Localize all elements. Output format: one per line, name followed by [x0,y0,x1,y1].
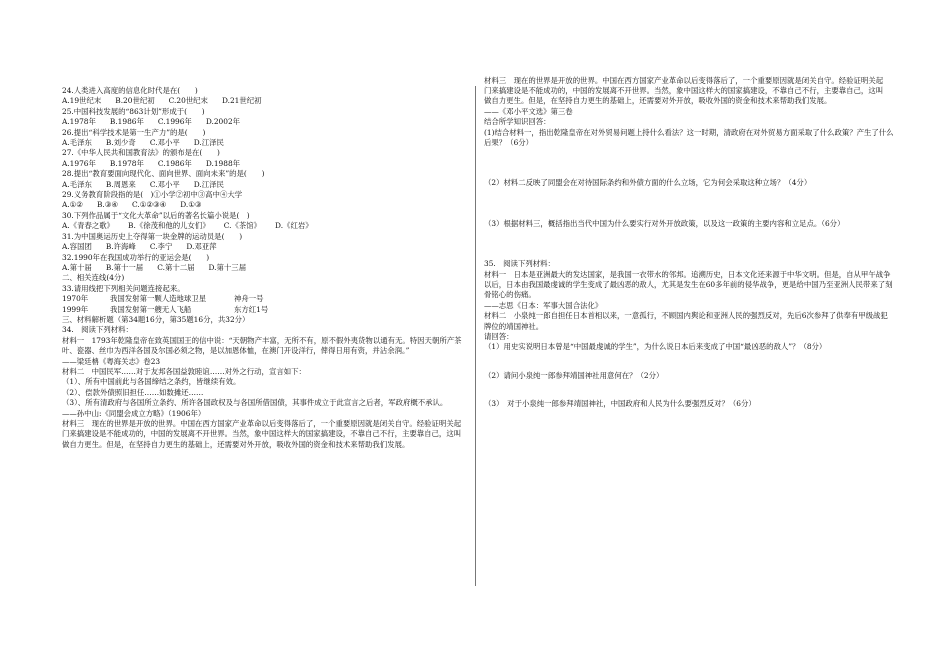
question-25-options [62,117,467,127]
question-34-material-2-item: （2）、偿款外债照旧担任……如数摊还…… [62,387,204,397]
option-a: A.毛泽东 [62,138,92,148]
question-35-intro: 35. 阅读下列材料： [484,259,555,269]
question-34-material-1-source: ——梁廷柟《粤海关志》卷23 [62,356,161,366]
option-a: A.第十届 [62,262,92,272]
option-c: C.1986年 [157,158,192,168]
question-32-options [62,263,467,273]
option-d: D.第十三届 [208,262,247,272]
option-b: B.③④ [96,200,118,210]
question-35-subquestion-3: （3） 对于小泉纯一郎参拜靖国神社，中国政府和人民为什么要强烈反对？（6分） [484,399,756,409]
question-35-material-1-source: ——志思《日本：军事大国合法化》 [484,300,603,310]
option-b: B.1986年 [109,117,144,127]
option-c: C.第十二届 [157,262,195,272]
question-34-subquestion-1: (1)结合材料一，指出乾隆皇帝在对外贸易问题上持什么看法？这一时期，清政府在对外贸易方面采取了什么政策？产生了什么后果？（6分） [484,127,894,148]
option-d: D.21世纪初 [221,96,262,106]
question-34-intro: 34. 阅读下列材料： [62,325,133,335]
matching-year: 1970年 [62,294,89,304]
option-b: B.《徐茂和他的儿女们》 [128,221,210,231]
option-d: D.《红岩》 [275,221,313,231]
option-c: C.①②③④ [132,200,167,210]
question-34-material-2-item: （3）、所有清政府与各国所立条约、所许各国政权及与各国所借国债，其事件成立于此宣言之后者，军政府概不承认。 [62,398,448,408]
option-c: C.1996年 [157,117,192,127]
question-35-material-1: 材料一 日本是亚洲最大的发达国家，是我国一衣带水的邻邦。追溯历史，日本文化还来源于中华文明。但是，自从甲午战争以后，日本由我国最虔诚的学生变成了最凶恶的敌人，尤其是发生在60多年前的侵华战争，更是给中国乃至亚洲人民带来了刻骨铭心的伤痛。 [484,269,893,300]
matching-row [62,305,467,315]
question-35-subquestion-2: （2）请问小泉纯一郎参拜靖国神社用意何在？（2分） [484,370,664,380]
option-b: B.许海峰 [105,242,136,252]
option-d: D.2002年 [205,117,241,127]
question-26-options [62,138,467,148]
option-c: C.邓小平 [149,138,180,148]
question-31-options [62,242,467,252]
right-column [484,75,894,410]
option-d: D.①③ [180,200,202,210]
question-29-stem: 29.义务教育阶段指的是( )①小学②初中③高中④大学 [62,190,243,200]
question-30-stem: 30.下列作品属于“文化大革命”以后的著名长篇小说是( ) [62,210,250,220]
matching-name: 东方红1号 [234,304,269,314]
option-b: B.第十一届 [105,262,144,272]
option-d: D.江泽民 [193,179,224,189]
question-35-material-2: 材料二 小泉纯一郎自担任日本首相以来，一意孤行，不顾国内舆论和亚洲人民的强烈反对，先后6次参拜了供奉有甲级战犯牌位的靖国神社。 [484,311,888,331]
option-c: C.邓小平 [149,179,180,189]
section-2-title: 二、相关连线(4分) [62,273,125,283]
option-c: C.《茶馆》 [223,221,262,231]
question-34-material-2: 材料二 中国民军……对于友邦各国益敦睦谊……对外之行动，宣言如下： [62,366,306,376]
question-30-options [62,221,467,231]
option-b: B.20世纪初 [115,96,155,106]
question-27-stem: 27.《中华人民共和国教育法》的颁布是在( ) [62,148,220,158]
option-a: A.1978年 [62,117,96,127]
question-24-options [62,96,467,106]
matching-year: 1999年 [62,304,89,314]
question-27-options [62,159,467,169]
question-28-options [62,180,467,190]
option-a: A.19世纪末 [62,96,102,106]
option-d: D.邓亚萍 [186,242,217,252]
matching-name: 神舟一号 [234,294,264,304]
left-column [62,86,467,449]
question-34-material-3: 材料三 现在的世界是开放的世界。中国在西方国家产业革命以后变得落后了，一个重要原因就是闭关自守。经验证明关起门来搞建设是不能成功的，中国的发展离不开世界。当然，象中国这样大的国家搞建设，不靠自己不行，主要靠自己，这叫做自力更生。但是，在坚持自力更生的基础上，还需要对外开放，吸收外国的资金和技术来帮助我们发展。 [62,419,462,449]
question-34-subquestion-3: （3）根据材料三，概括指出当代中国为什么要实行对外开放政策，以及这一政策的主要内容和立足点。（6分） [484,218,845,228]
option-a: A.《青春之歌》 [62,221,115,231]
option-d: D.江泽民 [193,138,224,148]
question-34-material-2-item: （1）、所有中国前此与各国缔结之条约，皆继续有效。 [62,377,241,387]
question-34-material-3-continued [484,76,894,107]
question-26-stem: 26.提出“科学技术是第一生产力”的是( ) [62,127,206,137]
question-34-material-3-source: ——《邓小平文选》第三卷 [484,106,573,116]
question-32-stem: 32.1990年在我国成功举行的亚运会是( ) [62,252,210,262]
matching-event: 我国发射第一颗人造地球卫星 [110,294,207,304]
question-28-stem: 28.提出“教育要面向现代化、面向世界、面向未来”的是( ) [62,169,265,179]
option-a: A.①② [62,200,83,210]
option-b: B.周恩来 [105,179,136,189]
section-3-title: 三、材料解析题（第34题16分，第35题16分，共32分） [62,314,250,324]
question-31-stem: 31.为中国奥运历史上夺得第一块金牌的运动员是( ) [62,231,243,241]
question-35-subquestion-1: （1）用史实说明日本曾是“中国最虔诚的学生”，为什么说日本后来变成了中国“最凶恶的敌人”？（8分） [484,342,827,352]
question-35-ask: 请回答： [484,332,514,342]
question-29-options [62,200,467,210]
question-34-ask: 结合所学知识回答： [484,117,551,127]
question-34-subquestion-2: （2）材料二反映了同盟会在对待国际条约和外债方面的什么立场，它为何会采取这种立场？（4分） [484,178,812,188]
option-a: A.毛泽东 [62,179,92,189]
material-3-text: 材料三 现在的世界是开放的世界。中国在西方国家产业革命以后变得落后了，一个重要原因就是闭关自守。经验证明关起门来搞建设是不能成功的，中国的发展离不开世界。当然，象中国这样大的国家搞建设，不靠自己不行，主要靠自己，这叫做自力更生。但是，在坚持自力更生的基础上，还需要对外开放，吸收外国的资金和技术来帮助我们发展。 [484,75,884,106]
option-c: C.李宁 [149,242,173,252]
matching-event: 我国发射第一艘无人飞船 [110,304,192,314]
option-a: A.容国团 [62,242,92,252]
question-34-material-1: 材料一 1793年乾隆皇帝在致英国国王的信中说：“天朝物产丰富，无所不有，原不假外夷货物以通有无。特因天朝所产茶叶、瓷器、丝巾为西洋各国及尔国必须之物，是以加恩体恤，在澳门开设洋行，俾得日用有资，并沾余润。” [62,335,462,356]
question-34-material-2-source: ——孙中山:《同盟会成立方略》（1906年） [62,408,206,418]
option-b: B.1978年 [109,158,144,168]
question-33-stem: 33.请用线把下列相关问题连接起来。 [62,283,185,293]
question-25-stem: 25.中国科技发展的“863计划”形成于( ) [62,106,205,116]
matching-row [62,294,467,304]
option-b: B.刘少奇 [105,138,136,148]
option-a: A.1976年 [62,158,96,168]
option-c: C.20世纪末 [168,96,208,106]
column-divider [475,86,476,586]
option-d: D.1988年 [205,158,241,168]
question-24-stem: 24.人类进入高度的信息化时代是在( ) [62,86,198,95]
